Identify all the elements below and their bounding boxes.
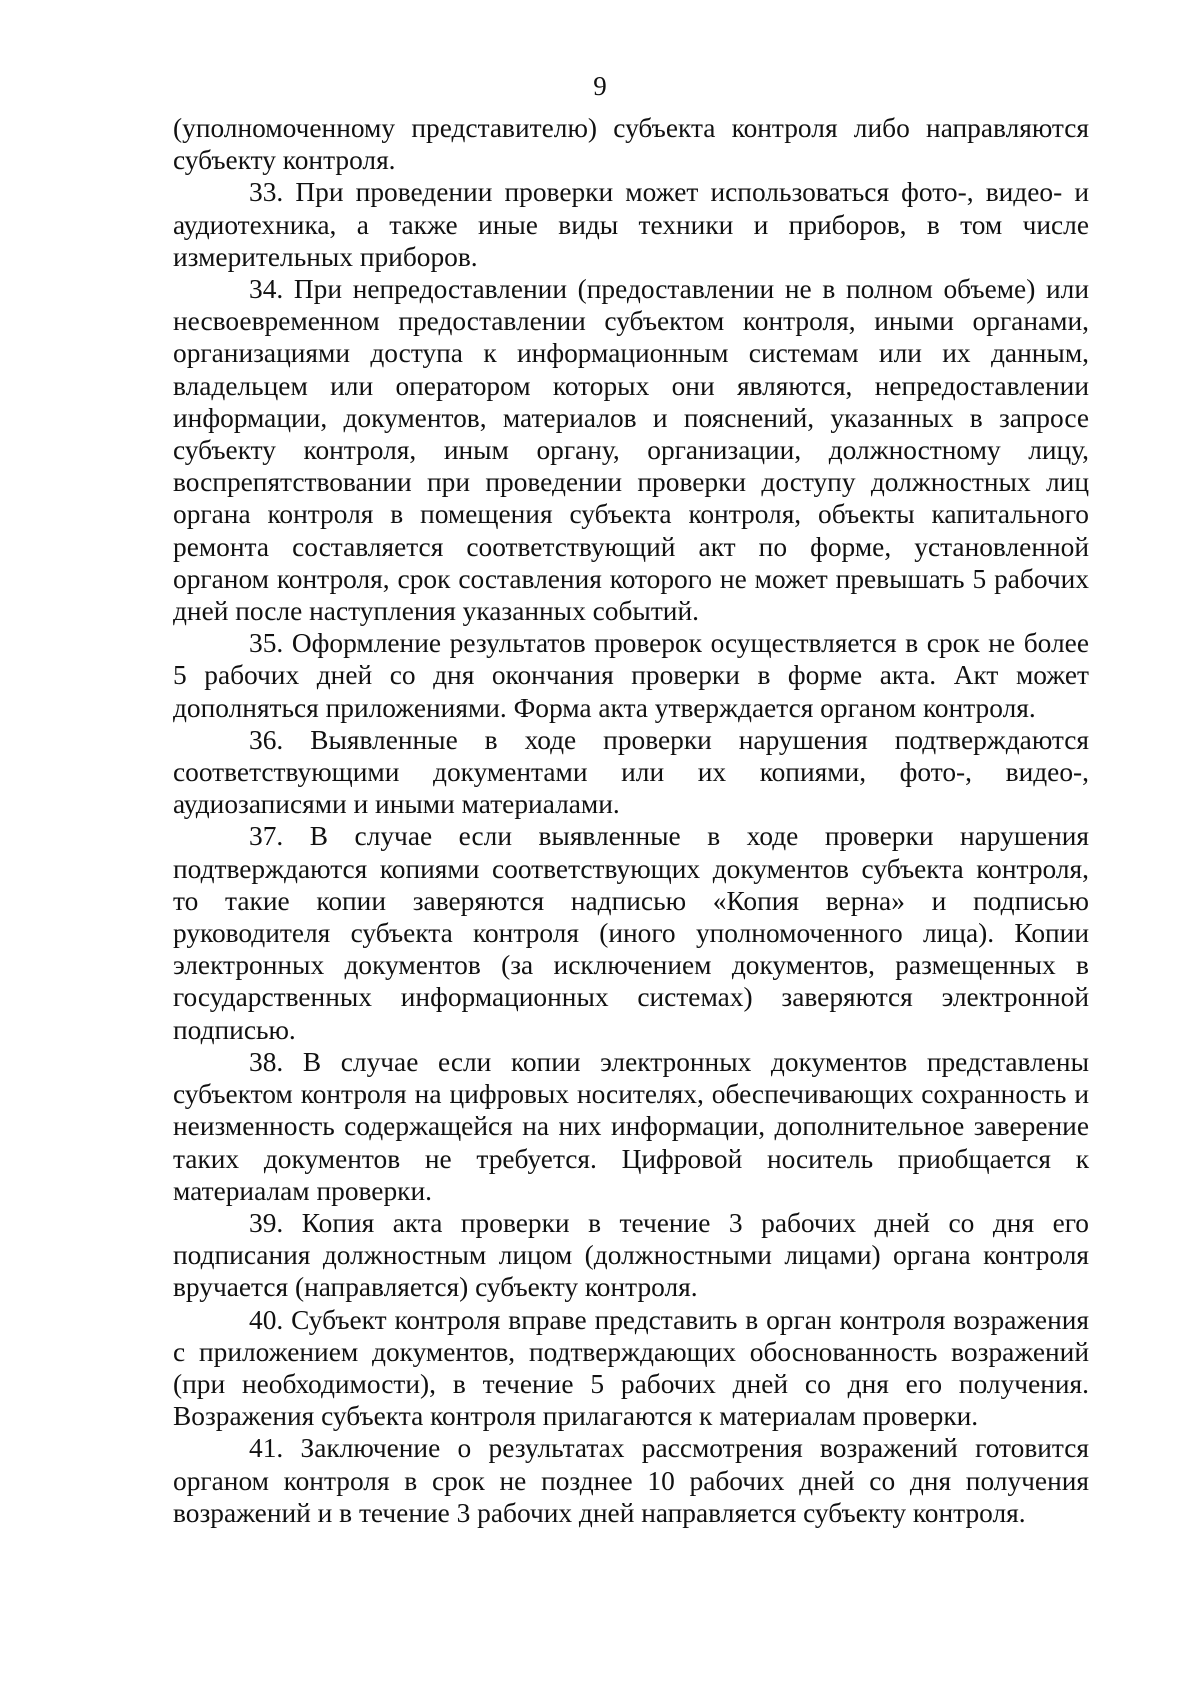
page-number: 9 bbox=[593, 71, 607, 101]
paragraph-35: 35. Оформление результатов проверок осуществляется в срок не более 5 рабочих дней со дня окончания проверки в форме акта. Акт может дополняться приложениями. Форма акта утверждается органом контроля. bbox=[173, 628, 1089, 723]
paragraph-39: 39. Копия акта проверки в течение 3 рабочих дней со дня его подписания должностным лицом (должностными лицами) органа контроля вручается (направляется) субъекту контроля. bbox=[173, 1207, 1089, 1303]
paragraph-34: 34. При непредоставлении (предоставлении не в полном объеме) или несвоевременном предоставлении субъектом контроля, иными органами, организациями доступа к информационным системам или их данным, владельцем или оператором которых они являются, непредоставлении информации, документов, материалов и пояснений, указанных в запросе субъекту контроля, иным органу, организации, должностному лицу, воспрепятствовании при проведении проверки доступу должностных лиц органа контроля в помещения субъекта контроля, объекты капитального ремонта составляется соответствующий акт по форме, установленной органом контроля, срок составления которого не может превышать 5 рабочих дней после наступления указанных событий. bbox=[173, 274, 1089, 627]
paragraph-37: 37. В случае если выявленные в ходе проверки нарушения подтверждаются копиями соответствующих документов субъекта контроля, то такие копии заверяются надписью «Копия верна» и подписью руководителя субъекта контроля (иного уполномоченного лица). Копии электронных документов (за исключением документов, размещенных в государственных информационных системах) заверяются электронной подписью. bbox=[173, 821, 1089, 1045]
document-body bbox=[173, 112, 1089, 1529]
paragraph-36: 36. Выявленные в ходе проверки нарушения подтверждаются соответствующими документами или их копиями, фото-, видео-, аудиозаписями и иными материалами. bbox=[173, 724, 1089, 820]
paragraph-41: 41. Заключение о результатах рассмотрения возражений готовится органом контроля в срок не позднее 10 рабочих дней со дня получения возражений и в течение 3 рабочих дней направляется субъекту контроля. bbox=[173, 1433, 1089, 1528]
paragraph-38: 38. В случае если копии электронных документов представлены субъектом контроля на цифровых носителях, обеспечивающих сохранность и неизменность содержащейся на них информации, дополнительное заверение таких документов не требуется. Цифровой носитель приобщается к материалам проверки. bbox=[173, 1046, 1089, 1206]
paragraph-40: 40. Субъект контроля вправе представить в орган контроля возражения с приложением документов, подтверждающих обоснованность возражений (при необходимости), в течение 5 рабочих дней со дня его получения. Возражения субъекта контроля прилагаются к материалам проверки. bbox=[173, 1304, 1089, 1432]
paragraph-continuation: (уполномоченному представителю) субъекта контроля либо направляются субъекту контроля. bbox=[173, 113, 1089, 176]
paragraph-33: 33. При проведении проверки может использоваться фото-, видео- и аудиотехника, а также иные виды техники и приборов, в том числе измерительных приборов. bbox=[173, 177, 1089, 272]
